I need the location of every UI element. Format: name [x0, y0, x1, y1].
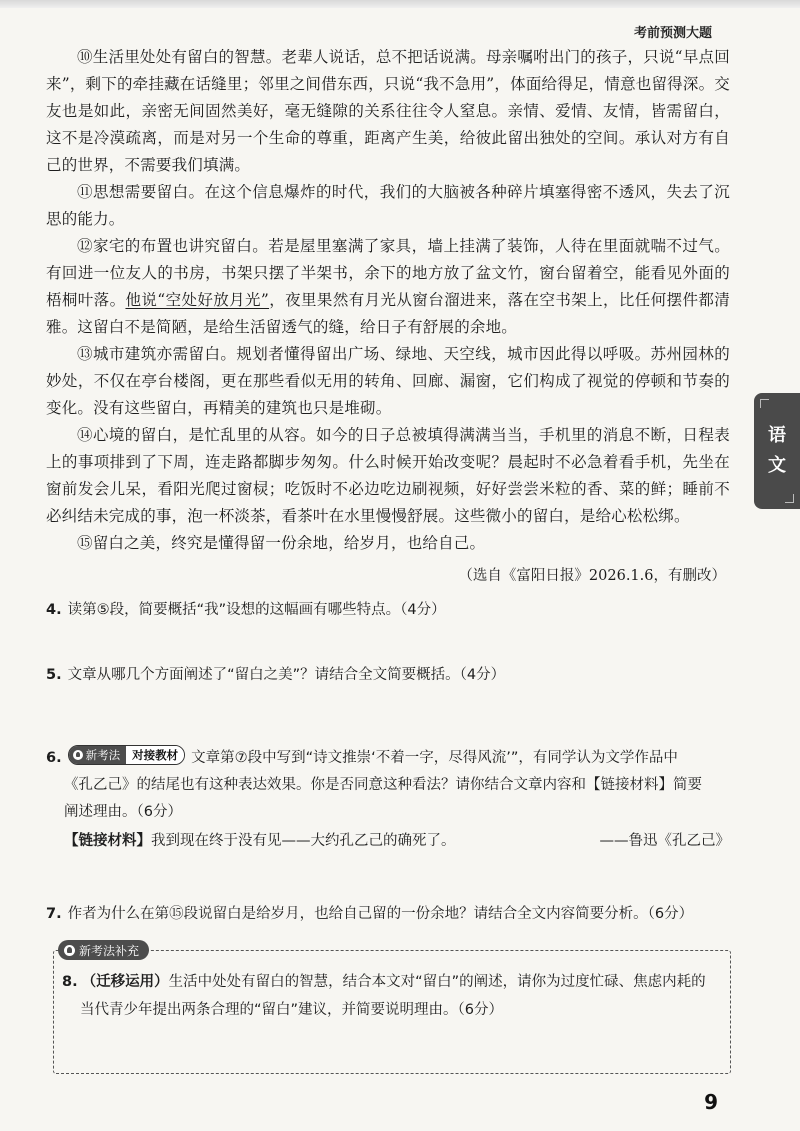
question-text: 读第⑤段，简要概括“我”设想的这幅画有哪些特点。: [67, 602, 401, 618]
paragraph-13: [46, 341, 730, 422]
paragraph-text: 家宅的布置也讲究留白。若是屋里塞满了家具，墙上挂满了装饰，人待在里面就喘不过气。有回进一位友人的书房，书架只摆了半架书，余下的地方放了盆文竹，窗台留着空，能看见外面的梧桐叶落。: [46, 237, 730, 309]
badge-right-label: 对接教材: [126, 746, 184, 764]
page-number: 9: [704, 1090, 718, 1114]
question-number: 7.: [46, 906, 62, 922]
main-content: [46, 44, 730, 928]
paragraph-text: 留白之美，终究是懂得留一份余地，给岁月，也给自己。: [92, 534, 486, 552]
question-score: （6分）: [647, 906, 694, 922]
question-score: （4分）: [459, 667, 506, 683]
material-label: 【链接材料】: [64, 833, 151, 849]
header-label: 考前预测大题: [633, 26, 712, 41]
paragraph-14: [46, 422, 730, 530]
paragraph-number: ⑮: [77, 534, 93, 552]
question-number: 6.: [46, 750, 62, 766]
question-text-line1: 文章第⑦段中写到“诗文推崇‘不着一字，尽得风流’”，有同学认为文学作品中: [191, 750, 678, 766]
material-source: ——鲁迅《孔乙己》: [599, 833, 730, 849]
question-text-line2: 《孔乙己》的结尾也有这种表达效果。你是否同意这种看法？请你结合文章内容和【链接材料】简要: [64, 777, 702, 793]
question-score: （6分）: [136, 804, 182, 820]
paragraph-text: ，夜里果然有月光从窗台溜进来，落在空书架上，比任何摆件都清雅。这留白不是简陋，是给生活留透气的缝，给日子有舒展的余地。: [46, 291, 730, 336]
question-text-line3-wrap: [46, 799, 730, 826]
corner-bracket-icon: [785, 494, 794, 503]
question-4: [46, 597, 730, 624]
corner-bracket-icon: [760, 399, 769, 408]
question-text-line3: 阐述理由。: [64, 804, 137, 820]
lightbulb-icon: [64, 945, 75, 956]
new-method-badge: [68, 745, 186, 765]
paragraph-number: ⑭: [77, 426, 93, 444]
paragraph-11: [46, 179, 730, 233]
paragraph-text: 生活里处处有留白的智慧。老辈人说话，总不把话说满。母亲嘱咐出门的孩子，只说“早点回来”，剩下的牵挂藏在话缝里；邻里之间借东西，只说“我不急用”，体面给得足，情意也留得深。交友也是如此，亲密无间固然美好，毫无缝隙的关系往往令人窒息。亲情、爱情、友情，皆需留白，这不是冷漠疏离，而是对另一个生命的尊重，距离产生美，给彼此留出独处的空间。承认对方有自己的世界，不需要我们填满。: [46, 48, 730, 174]
material-text: 我到现在终于没有见——大约孔乙己的确死了。: [151, 833, 456, 849]
paragraph-number: ⑪: [77, 183, 93, 201]
question-6: [46, 745, 730, 855]
top-rule: [0, 0, 800, 8]
question-number: 5.: [46, 667, 62, 683]
question-text-line2: 当代青少年提出两条合理的“留白”建议，并简要说明理由。: [80, 1002, 458, 1018]
question-text: 文章从哪几个方面阐述了“留白之美”？请结合全文简要概括。: [67, 667, 460, 683]
paragraph-12: [46, 233, 730, 341]
supplement-tab: [58, 940, 149, 960]
paragraph-text: 心境的留白，是忙乱里的从容。如今的日子总被填得满满当当，手机里的消息不断，日程表上的事项排到了下周，连走路都脚步匆匆。什么时候开始改变呢？晨起时不必急着看手机，先坐在窗前发会儿呆，看阳光爬过窗棂；吃饭时不必边吃边刷视频，好好尝尝米粒的香、菜的鲜；睡前不必纠结未完成的事，泡一杯淡茶，看茶叶在水里慢慢舒展。这些微小的留白，是给心松松绑。: [46, 426, 730, 525]
lightbulb-icon: [73, 750, 83, 760]
question-tag: （迁移运用）: [81, 974, 169, 990]
underlined-sentence: 他说“空处好放月光”: [125, 291, 270, 309]
question-7: [46, 901, 730, 928]
question-8: [62, 968, 722, 1024]
link-material: [46, 828, 730, 855]
question-number: 4.: [46, 602, 62, 618]
paragraph-10: [46, 44, 730, 179]
supplement-tab-label: 新考法补充: [79, 943, 140, 958]
paragraph-15: [46, 530, 730, 557]
question-text: 作者为什么在第⑮段说留白是给岁月，也给自己留的一份余地？请结合全文内容简要分析。: [67, 906, 648, 922]
paragraph-text: 思想需要留白。在这个信息爆炸的时代，我们的大脑被各种碎片填塞得密不透风，失去了沉思的能力。: [46, 183, 730, 228]
source-citation: （选自《富阳日报》2026.1.6，有删改）: [458, 568, 726, 584]
subject-label: 语文: [768, 425, 786, 476]
paragraph-number: ⑫: [77, 237, 93, 255]
question-text-line1: 生活中处处有留白的智慧，结合本文对“留白”的阐述，请你为过度忙碌、焦虑内耗的: [168, 974, 706, 990]
question-5: [46, 662, 730, 689]
subject-side-tab: [754, 393, 800, 509]
paragraph-text: 城市建筑亦需留白。规划者懂得留出广场、绿地、天空线，城市因此得以呼吸。苏州园林的妙处，不仅在亭台楼阁，更在那些看似无用的转角、回廊、漏窗，它们构成了视觉的停顿和节奏的变化。没有这些留白，再精美的建筑也只是堆砌。: [46, 345, 730, 417]
paragraph-number: ⑩: [77, 48, 93, 66]
question-score: （6分）: [457, 1002, 504, 1018]
question-number: 8.: [62, 974, 78, 990]
question-score: （4分）: [400, 602, 446, 618]
paragraph-number: ⑬: [77, 345, 93, 363]
badge-left-label: 新考法: [85, 748, 121, 762]
